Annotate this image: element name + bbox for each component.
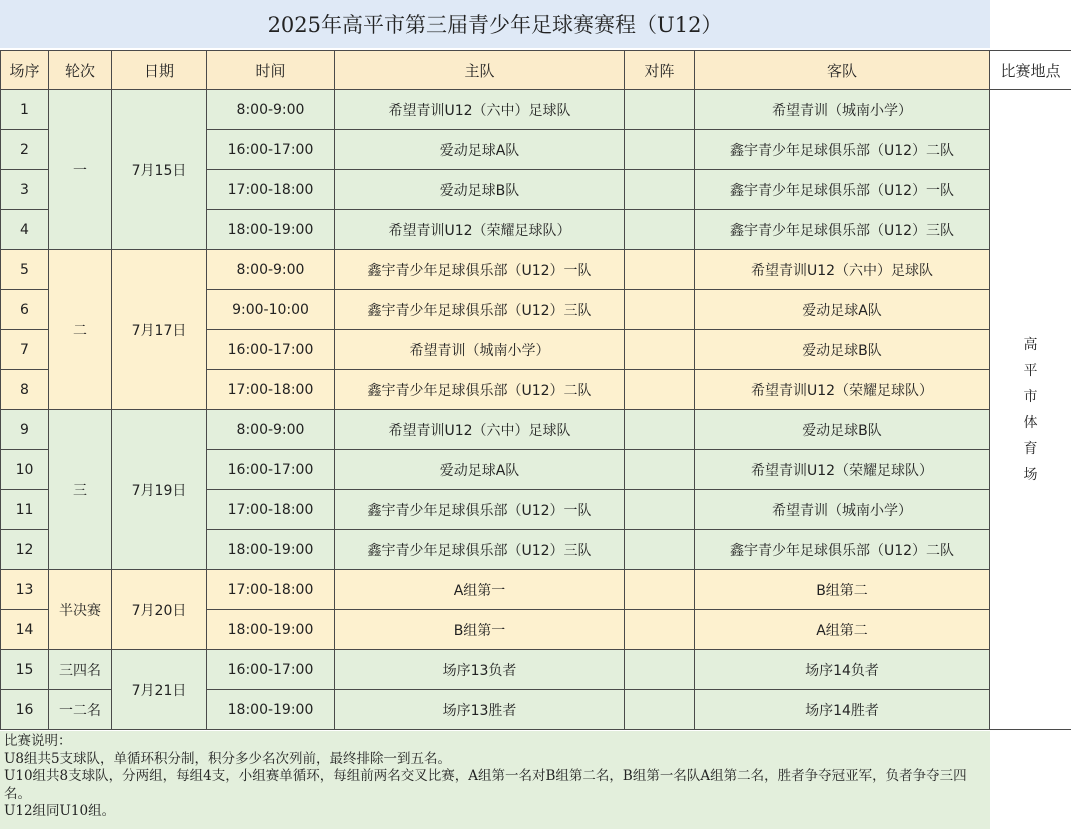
vs-cell [625,130,695,170]
seq-cell: 14 [1,610,49,650]
seq-cell: 2 [1,130,49,170]
seq-cell: 3 [1,170,49,210]
time-cell: 9:00-10:00 [207,290,335,330]
round-cell: 二 [49,250,112,410]
seq-cell: 7 [1,330,49,370]
away-cell: 场序14负者 [695,650,990,690]
home-cell: 希望青训U12（六中）足球队 [335,410,625,450]
notes-section [0,731,990,829]
vs-cell [625,330,695,370]
home-cell: 爱动足球A队 [335,450,625,490]
round-cell: 三 [49,410,112,570]
round-cell: 一二名 [49,690,112,730]
date-cell: 7月17日 [112,250,207,410]
round-cell: 一 [49,90,112,250]
time-cell: 17:00-18:00 [207,170,335,210]
away-cell: 场序14胜者 [695,690,990,730]
vs-cell [625,530,695,570]
away-cell: 希望青训U12（荣耀足球队） [695,450,990,490]
table-row [1,410,1071,450]
seq-cell: 11 [1,490,49,530]
home-cell: 鑫宇青少年足球俱乐部（U12）一队 [335,250,625,290]
vs-cell [625,90,695,130]
date-cell: 7月15日 [112,90,207,250]
time-cell: 8:00-9:00 [207,90,335,130]
date-cell: 7月20日 [112,570,207,650]
home-cell: 希望青训U12（荣耀足球队） [335,210,625,250]
home-cell: 爱动足球B队 [335,170,625,210]
time-cell: 17:00-18:00 [207,490,335,530]
time-cell: 16:00-17:00 [207,650,335,690]
header-home: 主队 [335,51,625,90]
notes-line: U8组共5支球队，单循环积分制，积分多少名次列前，最终排除一到五名。 [4,750,452,767]
seq-cell: 1 [1,90,49,130]
home-cell: 希望青训U12（六中）足球队 [335,90,625,130]
table-row [1,250,1071,290]
table-row [1,570,1071,610]
home-cell: 鑫宇青少年足球俱乐部（U12）三队 [335,290,625,330]
seq-cell: 16 [1,690,49,730]
home-cell: 爱动足球A队 [335,130,625,170]
header-row [1,51,1071,90]
home-cell: 场序13胜者 [335,690,625,730]
vs-cell [625,450,695,490]
away-cell: 鑫宇青少年足球俱乐部（U12）二队 [695,130,990,170]
seq-cell: 6 [1,290,49,330]
home-cell: 鑫宇青少年足球俱乐部（U12）三队 [335,530,625,570]
venue-cell [990,90,1071,730]
time-cell: 16:00-17:00 [207,450,335,490]
away-cell: 爱动足球B队 [695,410,990,450]
away-cell: A组第二 [695,610,990,650]
home-cell: 鑫宇青少年足球俱乐部（U12）一队 [335,490,625,530]
seq-cell: 12 [1,530,49,570]
venue-text: 高平市体育场 [1023,336,1038,483]
away-cell: B组第二 [695,570,990,610]
away-cell: 希望青训（城南小学） [695,490,990,530]
vs-cell [625,690,695,730]
time-cell: 8:00-9:00 [207,250,335,290]
page-title: 2025年高平市第三届青少年足球赛赛程（U12） [0,0,990,48]
away-cell: 希望青训U12（荣耀足球队） [695,370,990,410]
time-cell: 16:00-17:00 [207,330,335,370]
notes-right-blank [990,731,1071,829]
seq-cell: 5 [1,250,49,290]
seq-cell: 4 [1,210,49,250]
header-seq: 场序 [1,51,49,90]
header-date: 日期 [112,51,207,90]
away-cell: 希望青训U12（六中）足球队 [695,250,990,290]
time-cell: 17:00-18:00 [207,370,335,410]
vs-cell [625,410,695,450]
vs-cell [625,370,695,410]
time-cell: 18:00-19:00 [207,690,335,730]
seq-cell: 9 [1,410,49,450]
date-cell: 7月21日 [112,650,207,730]
vs-cell [625,170,695,210]
header-away: 客队 [695,51,990,90]
table-row [1,650,1071,690]
time-cell: 17:00-18:00 [207,570,335,610]
away-cell: 爱动足球A队 [695,290,990,330]
date-cell: 7月19日 [112,410,207,570]
seq-cell: 10 [1,450,49,490]
notes-line: U10组共8支球队，分两组，每组4支，小组赛单循环，每组前两名交叉比赛，A组第一名对B组第二名，B组第一名队A组第二名，胜者争夺冠亚军，负者争夺三四名。 [4,768,967,802]
table-row [1,90,1071,130]
vs-cell [625,210,695,250]
time-cell: 8:00-9:00 [207,410,335,450]
round-cell: 半决赛 [49,570,112,650]
time-cell: 18:00-19:00 [207,610,335,650]
header-round: 轮次 [49,51,112,90]
notes-line: U12组同U10组。 [4,803,116,819]
header-venue: 比赛地点 [990,51,1071,90]
home-cell: B组第一 [335,610,625,650]
away-cell: 鑫宇青少年足球俱乐部（U12）一队 [695,170,990,210]
header-time: 时间 [207,51,335,90]
time-cell: 18:00-19:00 [207,210,335,250]
away-cell: 希望青训（城南小学） [695,90,990,130]
header-vs: 对阵 [625,51,695,90]
away-cell: 鑫宇青少年足球俱乐部（U12）三队 [695,210,990,250]
time-cell: 18:00-19:00 [207,530,335,570]
schedule-table [0,50,1071,730]
time-cell: 16:00-17:00 [207,130,335,170]
home-cell: 希望青训（城南小学） [335,330,625,370]
seq-cell: 15 [1,650,49,690]
title-right-blank [990,0,1071,48]
notes-heading: 比赛说明： [4,733,72,749]
home-cell: 场序13负者 [335,650,625,690]
home-cell: A组第一 [335,570,625,610]
away-cell: 鑫宇青少年足球俱乐部（U12）二队 [695,530,990,570]
away-cell: 爱动足球B队 [695,330,990,370]
vs-cell [625,650,695,690]
seq-cell: 13 [1,570,49,610]
vs-cell [625,250,695,290]
seq-cell: 8 [1,370,49,410]
home-cell: 鑫宇青少年足球俱乐部（U12）二队 [335,370,625,410]
vs-cell [625,570,695,610]
vs-cell [625,490,695,530]
vs-cell [625,610,695,650]
round-cell: 三四名 [49,650,112,690]
vs-cell [625,290,695,330]
